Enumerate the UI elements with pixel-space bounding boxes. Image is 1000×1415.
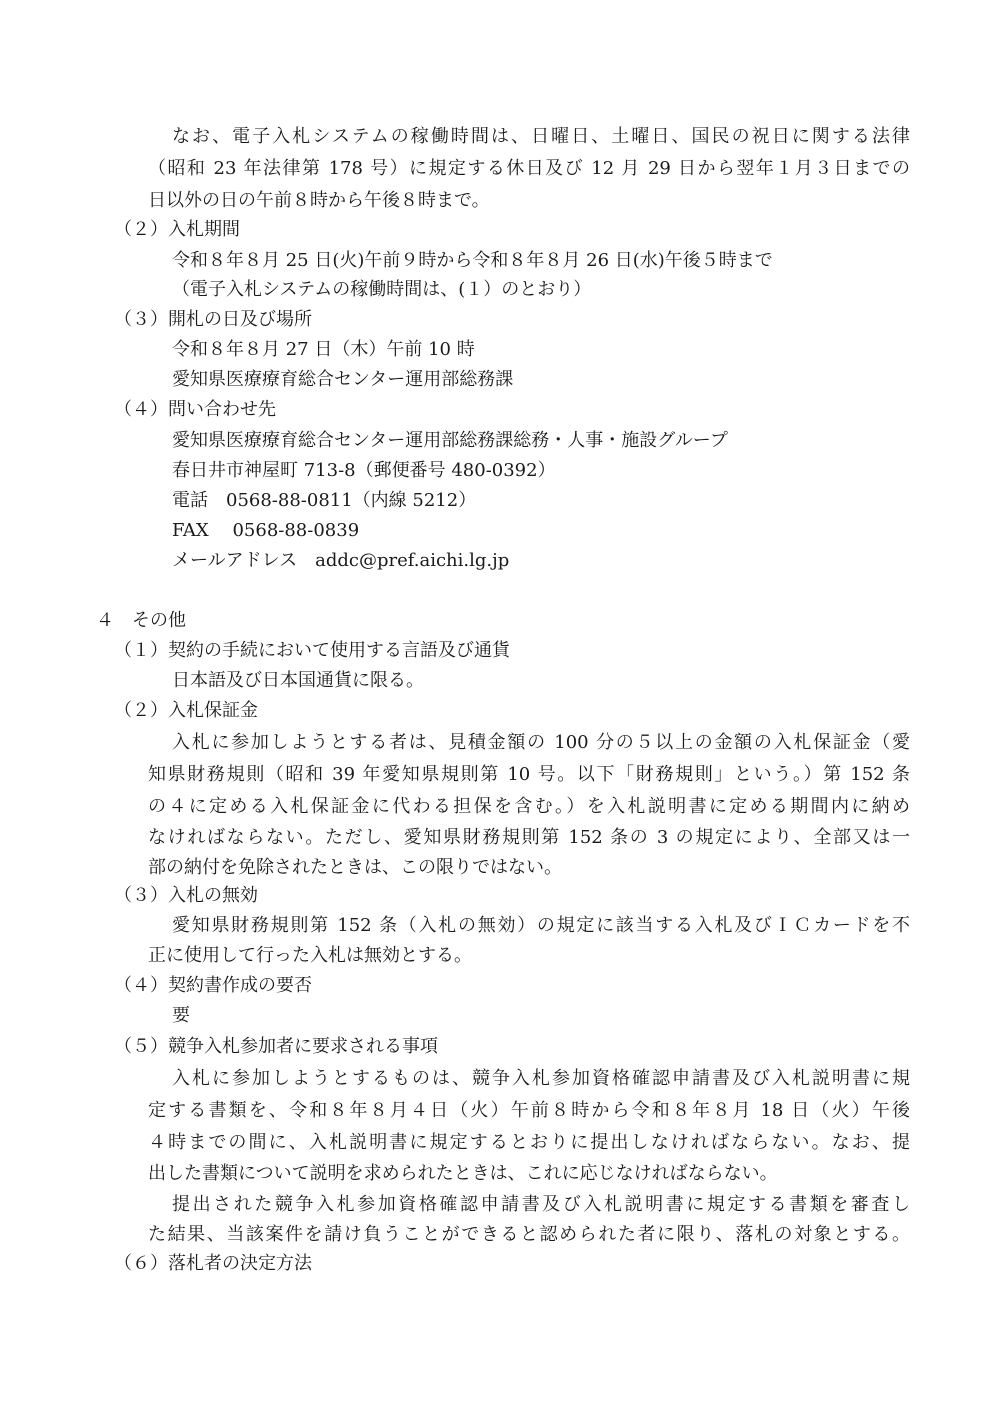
paragraph-line: の４に定める入札保証金に代わる担保を含む。）を入札説明書に定める期間内に納め <box>148 796 910 817</box>
paragraph-line: 入札に参加しようとするものは、競争入札参加資格確認申請書及び入札説明書に規 <box>172 1068 910 1089</box>
paragraph-line: 日以外の日の午前８時から午後８時まで。 <box>148 190 490 211</box>
paragraph-line: 愛知県財務規則第 152 条（入札の無効）の規定に該当する入札及びＩＣカードを不 <box>172 915 910 936</box>
contact-fax: FAX 0568-88-0839 <box>172 520 360 541</box>
paragraph-line: 定する書類を、令和８年８月４日（火）午前８時から令和８年８月 18 日（火）午後 <box>148 1100 910 1121</box>
section-heading: （６）落札者の決定方法 <box>114 1253 312 1274</box>
paragraph-line: 知県財務規則（昭和 39 年愛知県規則第 10 号。以下「財務規則」という。）第 152 条 <box>148 764 910 785</box>
paragraph-line: なお、電子入札システムの稼働時間は、日曜日、土曜日、国民の祝日に関する法律 <box>172 126 910 147</box>
paragraph-line: なければならない。ただし、愛知県財務規則第 152 条の 3 の規定により、全部又は一 <box>148 827 910 848</box>
contact-email: メールアドレス addc@pref.aichi.lg.jp <box>172 550 510 571</box>
paragraph-line: た結果、当該案件を請け負うことができると認められた者に限り、落札の対象とする。 <box>148 1224 910 1245</box>
section-heading: （４）契約書作成の要否 <box>114 975 312 996</box>
section-heading: （２）入札保証金 <box>114 700 258 721</box>
contact-address: 春日井市神屋町 713-8（郵便番号 480-0392） <box>172 460 556 481</box>
section-heading: （３）開札の日及び場所 <box>114 309 312 330</box>
paragraph-line: 入札に参加しようとする者は、見積金額の 100 分の５以上の金額の入札保証金（愛 <box>172 732 910 753</box>
paragraph-line: ４時までの間に、入札説明書に規定するとおりに提出しなければならない。なお、提 <box>148 1132 910 1153</box>
paragraph-line: 愛知県医療療育総合センター運用部総務課 <box>172 369 514 390</box>
paragraph-line: 提出された競争入札参加資格確認申請書及び入札説明書に規定する書類を審査し <box>172 1194 910 1215</box>
contact-department: 愛知県医療療育総合センター運用部総務課総務・人事・施設グループ <box>172 430 728 451</box>
paragraph-line: 正に使用して行った入札は無効とする。 <box>148 945 472 966</box>
paragraph-line: 令和８年８月 25 日(火)午前９時から令和８年８月 26 日(水)午後５時まで <box>172 250 773 271</box>
chapter-heading: ４ その他 <box>96 610 186 631</box>
section-heading: （５）競争入札参加者に要求される事項 <box>114 1036 438 1057</box>
paragraph-line: 要 <box>172 1005 190 1026</box>
paragraph-line: 日本語及び日本国通貨に限る。 <box>172 670 424 691</box>
section-heading: （４）問い合わせ先 <box>114 399 276 420</box>
paragraph-line: 部の納付を免除されたときは、この限りではない。 <box>148 857 562 878</box>
section-heading: （１）契約の手続において使用する言語及び通貨 <box>114 640 510 661</box>
paragraph-line: （電子入札システムの稼働時間は、(１）のとおり） <box>172 279 592 300</box>
paragraph-line: 出した書類について説明を求められたときは、これに応じなければならない。 <box>148 1163 778 1184</box>
section-heading: （３）入札の無効 <box>114 885 258 906</box>
contact-phone: 電話 0568-88-0811（内線 5212） <box>172 490 477 511</box>
paragraph-line: 令和８年８月 27 日（木）午前 10 時 <box>172 339 475 360</box>
paragraph-line: （昭和 23 年法律第 178 号）に規定する休日及び 12 月 29 日から翌年１月３日までの <box>148 158 910 179</box>
section-heading: （２）入札期間 <box>114 219 240 240</box>
